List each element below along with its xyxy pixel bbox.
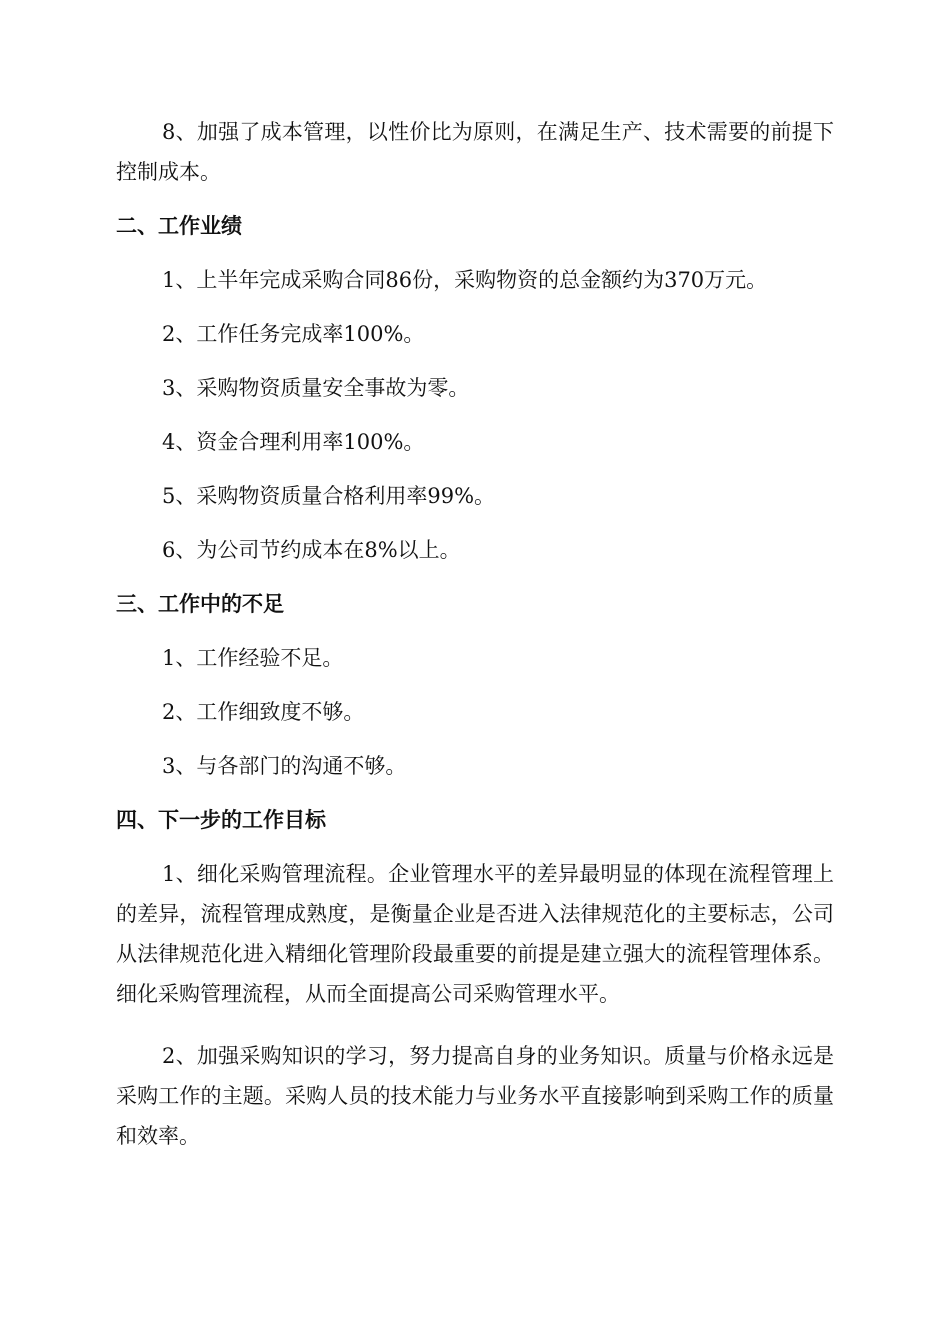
spacer xyxy=(116,246,834,260)
achievement-item-1: 1、上半年完成采购合同86份，采购物资的总金额约为370万元。 xyxy=(162,268,768,292)
spacer xyxy=(116,570,834,584)
paragraph-item-8: 8、加强了成本管理，以性价比为原则，在满足生产、技术需要的前提下控制成本。 xyxy=(116,120,834,184)
achievement-item-6: 6、为公司节约成本在8%以上。 xyxy=(162,538,461,562)
achievement-item-4: 4、资金合理利用率100%。 xyxy=(162,430,425,454)
spacer xyxy=(116,624,834,638)
spacer xyxy=(116,354,834,368)
achievement-item-2: 2、工作任务完成率100%。 xyxy=(162,322,425,346)
shortcoming-item-2: 2、工作细致度不够。 xyxy=(162,700,365,724)
achievement-item-3: 3、采购物资质量安全事故为零。 xyxy=(162,376,470,400)
section-heading-shortcomings: 三、工作中的不足 xyxy=(116,592,284,616)
shortcoming-item-1: 1、工作经验不足。 xyxy=(162,646,344,670)
goal-item-2: 2、加强采购知识的学习，努力提高自身的业务知识。质量与价格永远是采购工作的主题。采购人员的技术能力与业务水平直接影响到采购工作的质量和效率。 xyxy=(116,1044,834,1148)
spacer xyxy=(116,192,834,206)
spacer xyxy=(116,840,834,854)
spacer xyxy=(116,300,834,314)
spacer xyxy=(116,408,834,422)
spacer xyxy=(116,516,834,530)
spacer xyxy=(116,786,834,800)
section-heading-achievements: 二、工作业绩 xyxy=(116,214,242,238)
spacer xyxy=(116,678,834,692)
achievement-item-5: 5、采购物资质量合格利用率99%。 xyxy=(162,484,496,508)
goal-item-1: 1、细化采购管理流程。企业管理水平的差异最明显的体现在流程管理上的差异，流程管理成熟度，是衡量企业是否进入法律规范化的主要标志，公司从法律规范化进入精细化管理阶段最重要的前提是建立强大的流程管理体系。细化采购管理流程，从而全面提高公司采购管理水平。 xyxy=(116,862,834,1006)
spacer xyxy=(116,1014,834,1036)
section-heading-next-goals: 四、下一步的工作目标 xyxy=(116,808,326,832)
document-page xyxy=(116,112,834,1156)
spacer xyxy=(116,732,834,746)
shortcoming-item-3: 3、与各部门的沟通不够。 xyxy=(162,754,407,778)
spacer xyxy=(116,462,834,476)
